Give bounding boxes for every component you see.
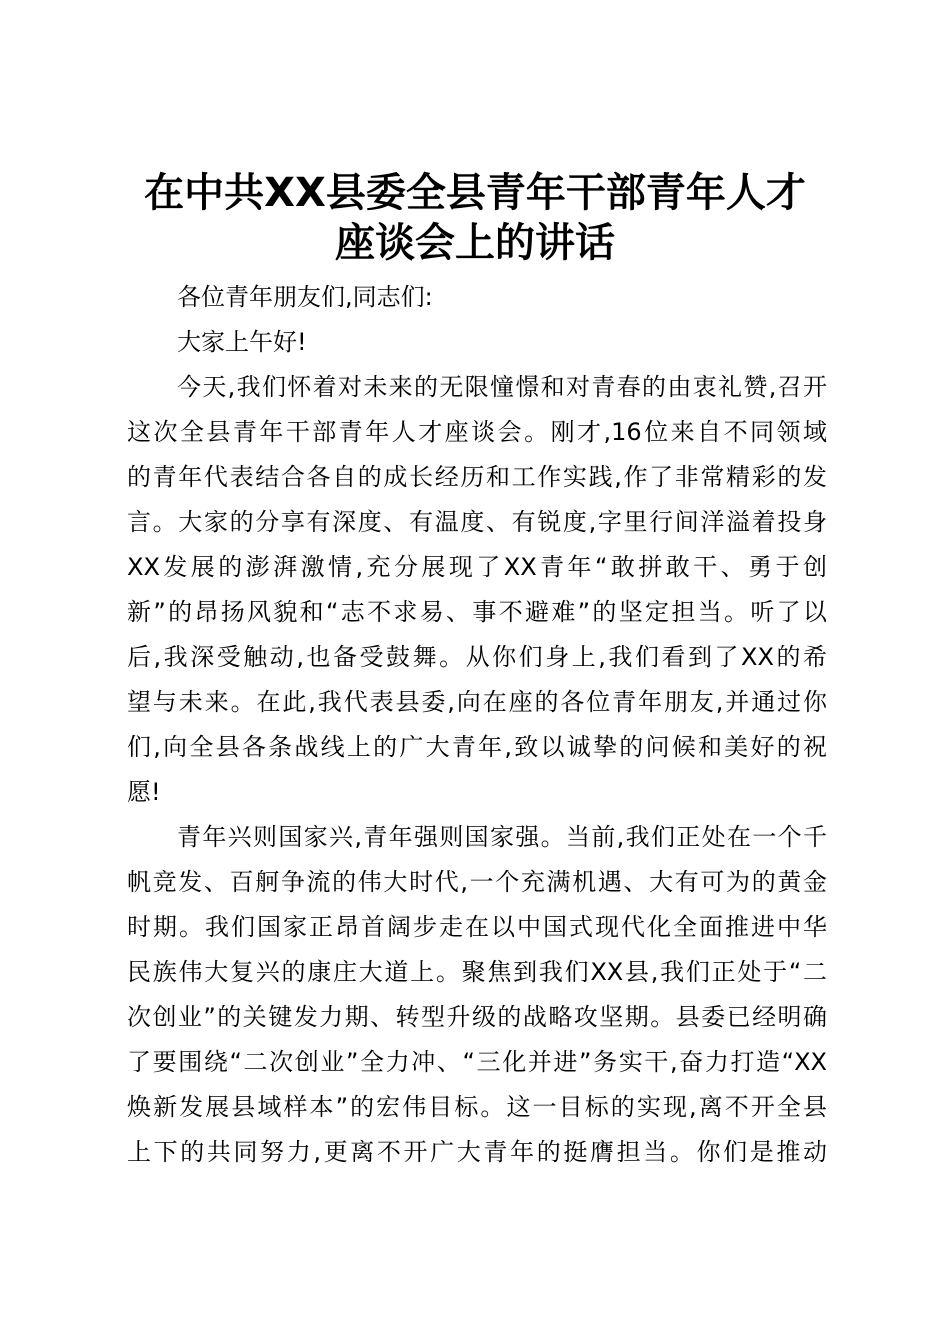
paragraph-line: 时期。我们国家正昂首阔步走在以中国式现代化全面推进中华	[127, 913, 827, 941]
paragraph-line: 上下的共同努力,更离不开广大青年的挺膺担当。你们是推动	[127, 1138, 827, 1166]
paragraph-line: 次创业”的关键发力期、转型升级的战略攻坚期。县委已经明确	[127, 1003, 827, 1031]
paragraph-line: 言。大家的分享有深度、有温度、有锐度,字里行间洋溢着投身	[127, 508, 827, 536]
paragraph-line: 望与未来。在此,我代表县委,向在座的各位青年朋友,并通过你	[127, 688, 827, 716]
paragraph-line: 们,向全县各条战线上的广大青年,致以诚挚的问候和美好的祝	[127, 733, 827, 761]
paragraph-line: 新”的昂扬风貌和“志不求易、事不避难”的坚定担当。听了以	[127, 598, 827, 626]
title-line-2: 座谈会上的讲话	[335, 220, 615, 266]
paragraph-line: 这次全县青年干部青年人才座谈会。刚才,16位来自不同领域	[127, 418, 827, 446]
paragraph-line: 的青年代表结合各自的成长经历和工作实践,作了非常精彩的发	[127, 463, 827, 491]
paragraph-line: 帆竞发、百舸争流的伟大时代,一个充满机遇、大有可为的黄金	[127, 868, 827, 896]
paragraph-line: 青年兴则国家兴,青年强则国家强。当前,我们正处在一个千	[177, 823, 827, 851]
document-body	[127, 275, 827, 1175]
paragraph-line: 愿!	[127, 778, 161, 806]
document-title	[0, 168, 950, 268]
paragraph-line: 了要围绕“二次创业”全力冲、“三化并进”务实干,奋力打造“XX	[127, 1048, 827, 1076]
paragraph-line: 民族伟大复兴的康庄大道上。聚焦到我们XX县,我们正处于“二	[127, 958, 827, 986]
paragraph-line: 今天,我们怀着对未来的无限憧憬和对青春的由衷礼赞,召开	[177, 373, 827, 401]
paragraph-line: 后,我深受触动,也备受鼓舞。从你们身上,我们看到了XX的希	[127, 643, 827, 671]
greeting: 大家上午好!	[177, 328, 307, 356]
salutation: 各位青年朋友们,同志们:	[177, 283, 433, 311]
paragraph-line: 焕新发展县域样本”的宏伟目标。这一目标的实现,离不开全县	[127, 1093, 827, 1121]
title-line-1: 在中共XX县委全县青年干部青年人才	[144, 170, 806, 216]
paragraph-line: XX发展的澎湃激情,充分展现了XX青年“敢拼敢干、勇于创	[127, 553, 827, 581]
